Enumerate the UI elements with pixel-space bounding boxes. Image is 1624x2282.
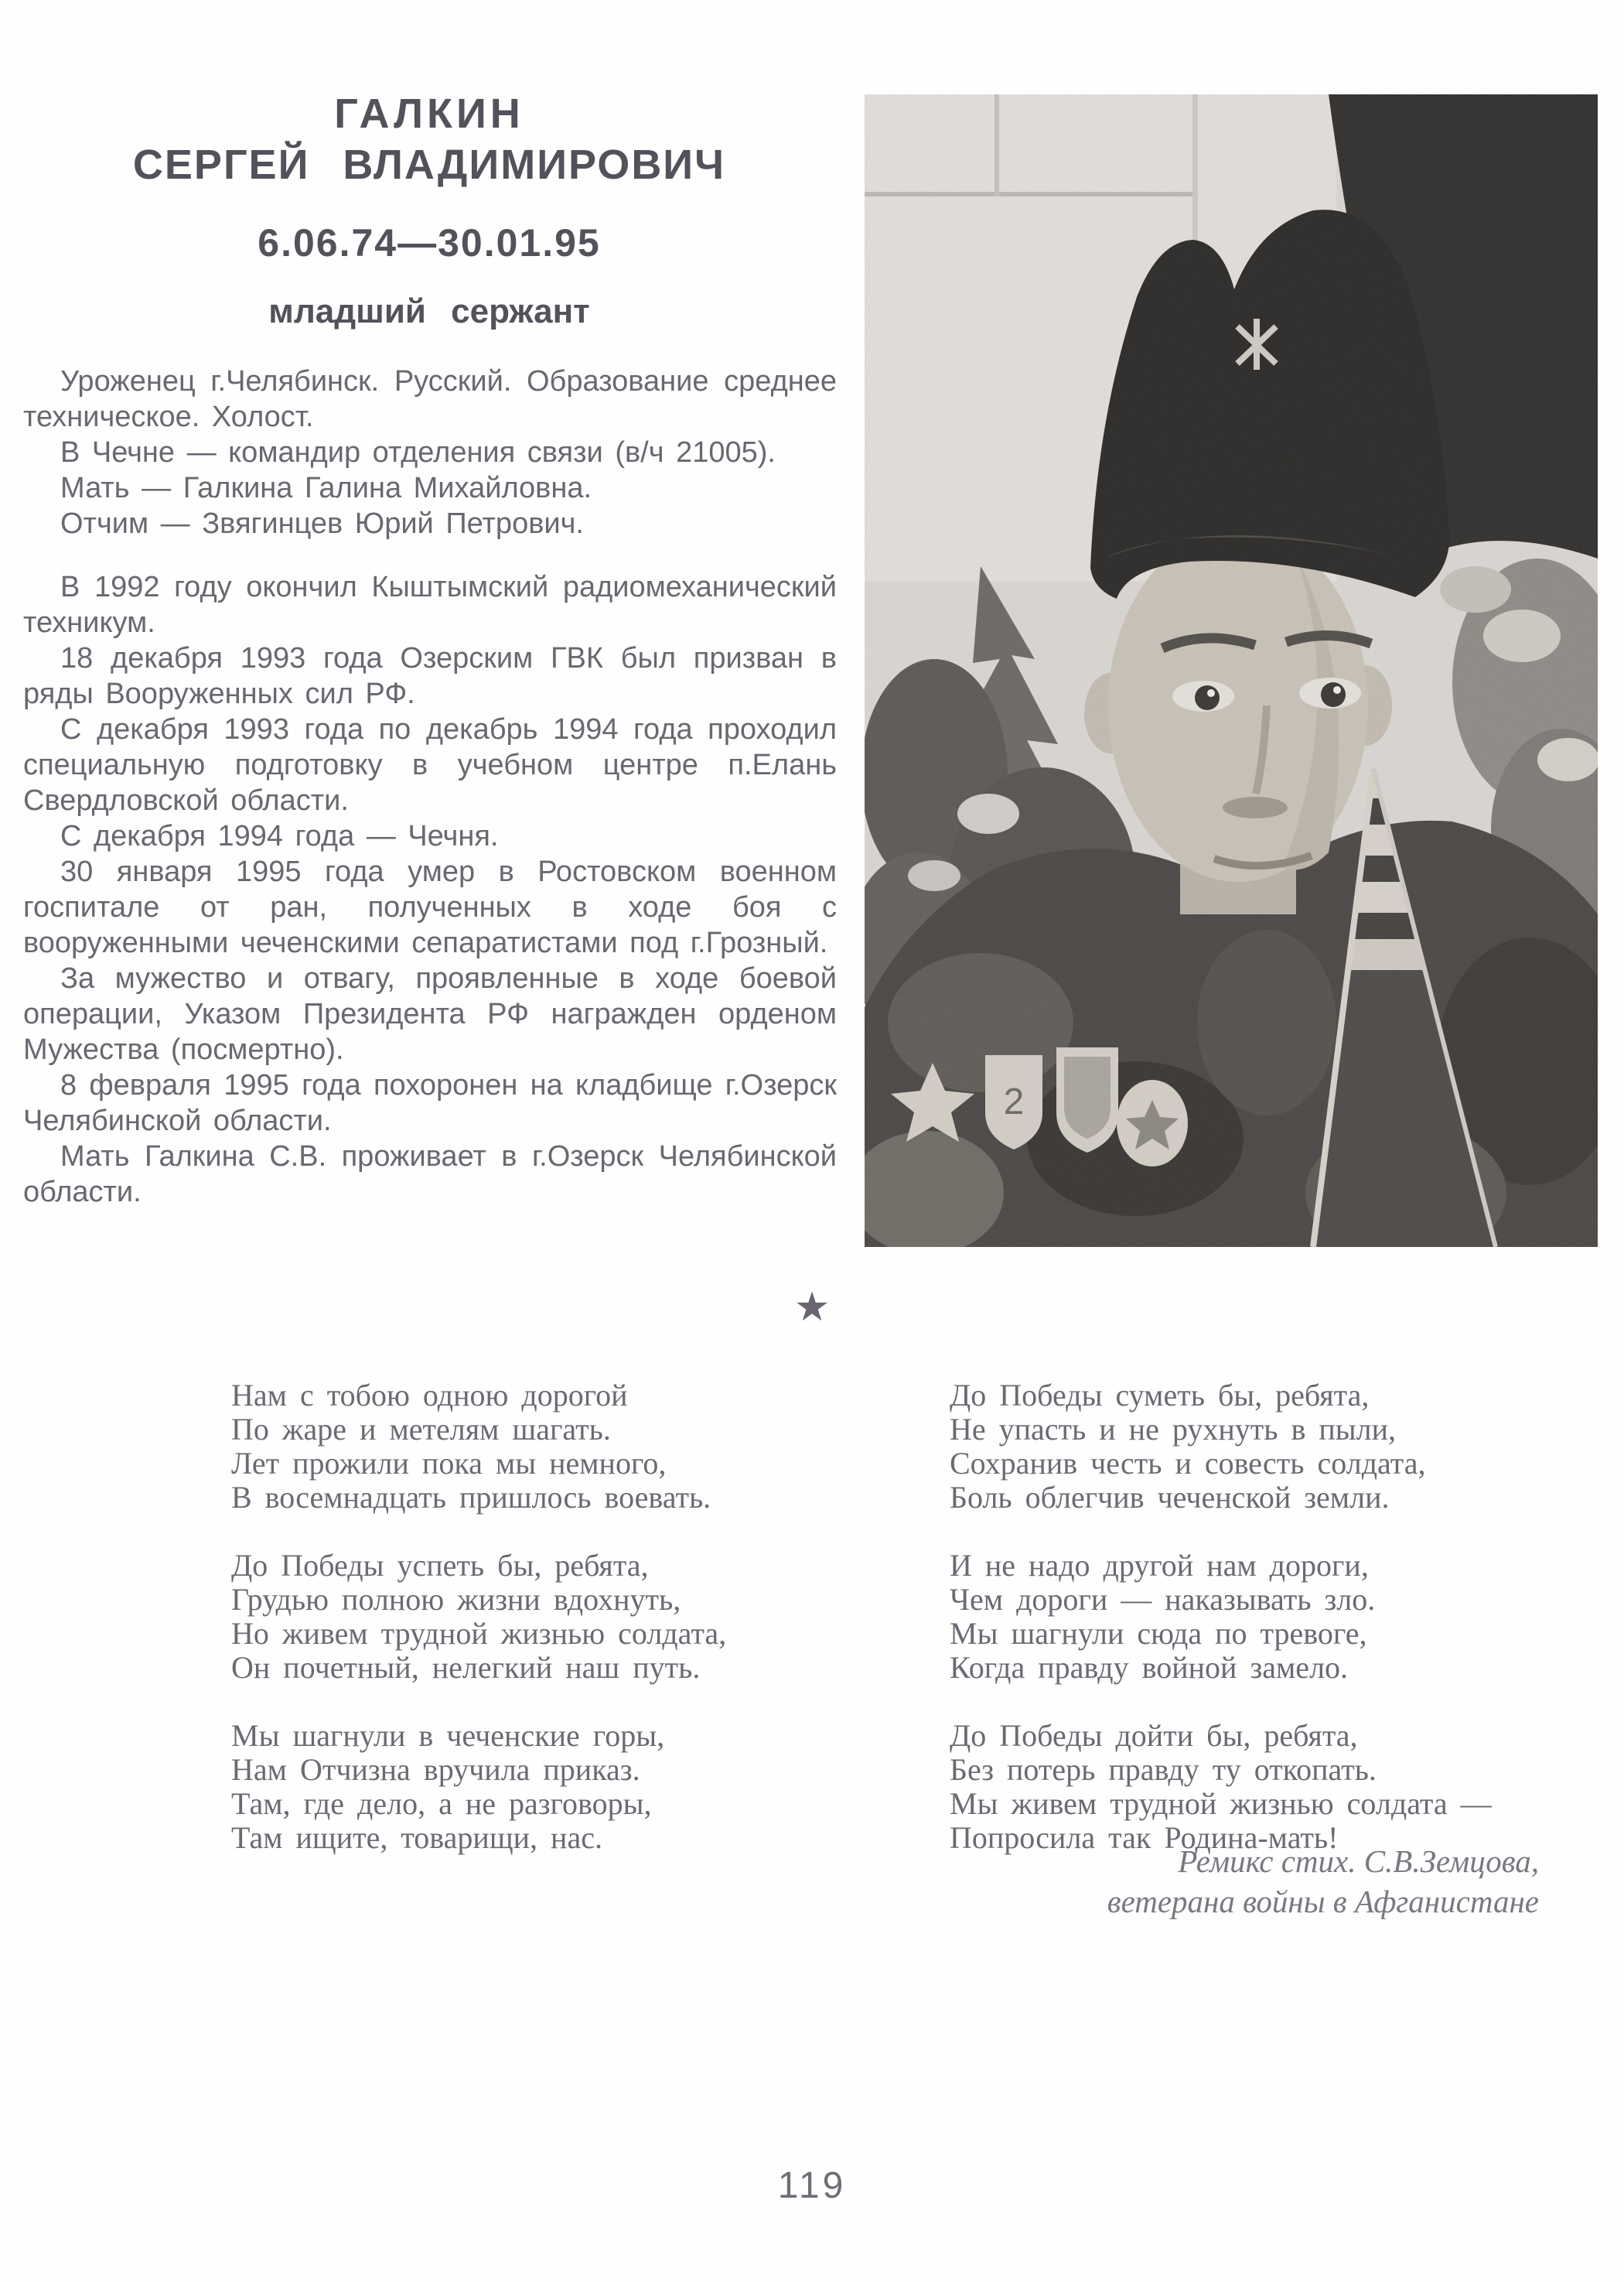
bio-paragraph: Мать — Галкина Галина Михайловна. xyxy=(60,472,592,504)
poem-line: Грудью полною жизни вдохнуть, xyxy=(231,1582,681,1617)
poem-line: До Победы успеть бы, ребята, xyxy=(231,1548,649,1583)
svg-text:2: 2 xyxy=(1003,1081,1025,1122)
poem-line: Лет прожили пока мы немного, xyxy=(231,1446,667,1481)
page-title-name: СЕРГЕЙ ВЛАДИМИРОВИЧ xyxy=(132,142,726,188)
star-separator-icon: ★ xyxy=(793,1285,831,1330)
poem-line: Боль облегчив чеченской земли. xyxy=(950,1480,1390,1515)
poem-column-right xyxy=(950,1378,1561,1889)
poem-line: Но живем трудной жизнью солдата, xyxy=(231,1616,727,1651)
bio-paragraph: 8 февраля 1995 года похоронен на кладбище г.Озерск Челябинской области. xyxy=(23,1069,837,1137)
military-rank: младший сержант xyxy=(268,292,590,330)
page-title-surname: ГАЛКИН xyxy=(334,91,524,137)
poem-column-left xyxy=(231,1378,803,1889)
page-number: 119 xyxy=(777,2165,847,2206)
poem-line: Он почетный, нелегкий наш путь. xyxy=(231,1650,701,1685)
poem-line: По жаре и метелям шагать. xyxy=(231,1412,611,1447)
poem-line: Мы живем трудной жизнью солдата — xyxy=(950,1786,1492,1821)
poem-line: Там ищите, товарищи, нас. xyxy=(231,1820,602,1855)
life-dates: 6.06.74—30.01.95 xyxy=(258,221,601,265)
bio-paragraph: 30 января 1995 года умер в Ростовском военном госпитале от ран, полученных в ходе боя с вооруженными чеченскими сепаратистами под г.Грозный. xyxy=(23,856,837,959)
memorial-photo-art xyxy=(865,94,1598,1247)
poem-line: Без потерь правду ту откопать. xyxy=(950,1752,1377,1787)
poem-line: До Победы суметь бы, ребята, xyxy=(950,1378,1370,1413)
poem-line: Мы шагнули сюда по тревоге, xyxy=(950,1616,1367,1651)
stanza xyxy=(950,1549,1561,1685)
poem-line: Сохранив честь и совесть солдата, xyxy=(950,1446,1426,1481)
poem-line: Не упасть и не рухнуть в пыли, xyxy=(950,1412,1396,1447)
bio-paragraph: С декабря 1994 года — Чечня. xyxy=(60,820,499,852)
bio-paragraph: 18 декабря 1993 года Озерским ГВК был призван в ряды Вооруженных сил РФ. xyxy=(23,642,837,710)
poem-line: Когда правду войной замело. xyxy=(950,1650,1349,1685)
poem-line: Попросила так Родина-мать! xyxy=(950,1820,1339,1855)
bio-paragraph: За мужество и отвагу, проявленные в ходе боевой операции, Указом Президента РФ награжден орденом Мужества (посмертно). xyxy=(23,962,837,1066)
poem-line: Чем дороги — наказывать зло. xyxy=(950,1582,1376,1617)
attribution-line: ветерана войны в Афганистане xyxy=(1107,1884,1539,1919)
stanza xyxy=(231,1549,803,1685)
poem-line: Там, где дело, а не разговоры, xyxy=(231,1786,652,1821)
bio-paragraph: В Чечне — командир отделения связи (в/ч 21005). xyxy=(60,436,776,469)
bio-paragraph: Отчим — Звягинцев Юрий Петрович. xyxy=(60,507,584,540)
stanza xyxy=(231,1378,803,1515)
stanza xyxy=(950,1719,1561,1855)
poem-line: Нам с тобою одною дорогой xyxy=(231,1378,628,1413)
bio-paragraph: С декабря 1993 года по декабрь 1994 года проходил специальную подготовку в учебном центре п.Елань Свердловской области. xyxy=(23,713,837,817)
bio-paragraph: Уроженец г.Челябинск. Русский. Образование среднее техническое. Холост. xyxy=(23,365,837,433)
biography xyxy=(23,364,837,1210)
stanza xyxy=(950,1378,1561,1515)
memorial-photo xyxy=(865,94,1598,1247)
poem-line: Мы шагнули в чеченские горы, xyxy=(231,1718,665,1753)
stanza xyxy=(231,1719,803,1855)
poem-line: И не надо другой нам дороги, xyxy=(950,1548,1369,1583)
poem-attribution xyxy=(766,1841,1539,1922)
bio-paragraph: Мать Галкина С.В. проживает в г.Озерск Челябинской области. xyxy=(23,1140,837,1208)
header xyxy=(23,88,835,331)
bio-paragraph: В 1992 году окончил Кыштымский радиомеханический техникум. xyxy=(23,571,837,639)
poem-line: В восемнадцать пришлось воевать. xyxy=(231,1480,711,1515)
poem-line: До Победы дойти бы, ребята, xyxy=(950,1718,1358,1753)
poem-line: Нам Отчизна вручила приказ. xyxy=(231,1752,640,1787)
attribution-line: Ремикс стих. С.В.Земцова, xyxy=(1178,1843,1539,1879)
